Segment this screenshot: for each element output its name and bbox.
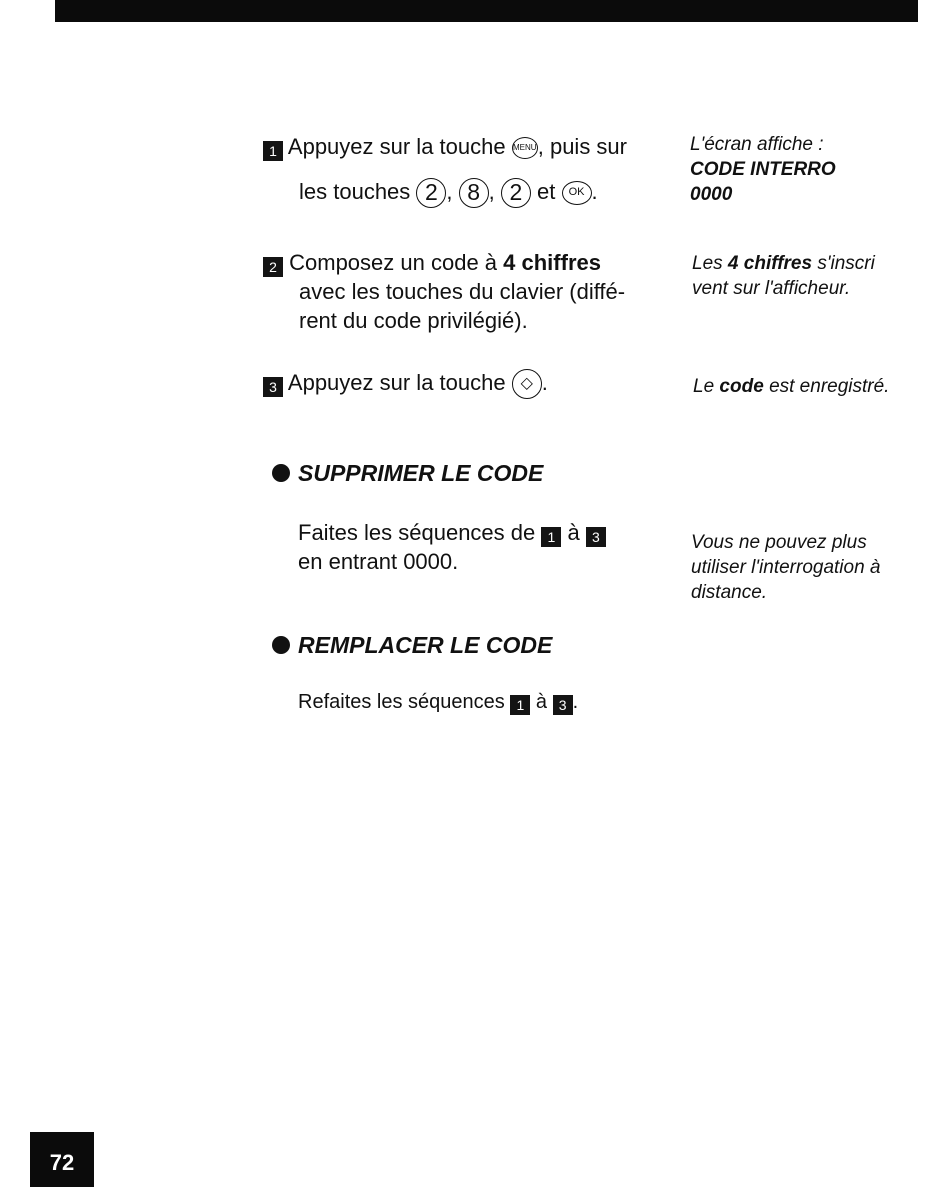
- side-text: s'inscri: [817, 253, 875, 274]
- start-key-icon: ◇: [512, 369, 542, 399]
- separator: ,: [446, 179, 453, 204]
- step-1-line2: [263, 177, 683, 208]
- side-text: Les: [692, 253, 723, 274]
- digit-key-8-icon: 8: [459, 178, 489, 208]
- ok-key-icon: OK: [562, 181, 592, 205]
- step-1: [263, 132, 683, 208]
- section-title-text: SUPPRIMER LE CODE: [298, 460, 544, 486]
- separator: ,: [488, 179, 495, 204]
- side-bold: 4 chiffres: [727, 253, 813, 274]
- side-text: Le: [693, 376, 715, 397]
- delete-text-line2: en entrant 0000.: [298, 549, 459, 574]
- display-text-line2: 0000: [690, 184, 733, 205]
- step-1-line1: [263, 132, 683, 161]
- step-number-box: 2: [263, 257, 283, 277]
- section-title-text: REMPLACER LE CODE: [298, 632, 553, 658]
- bullet-icon: [272, 636, 290, 654]
- step-ref-box: 3: [586, 527, 606, 547]
- step-2: [263, 248, 683, 335]
- a-word: à: [535, 691, 548, 713]
- menu-key-icon: MENU: [512, 137, 538, 159]
- step-1-text: Appuyez sur la touche: [287, 134, 506, 159]
- section-replace-body: [298, 688, 698, 717]
- step-ref-box: 1: [510, 695, 530, 715]
- side-text: est enregistré.: [769, 376, 890, 397]
- section-delete-body: [298, 518, 678, 576]
- step-2-text-line3: rent du code privilégié).: [299, 308, 528, 333]
- section-delete-title: [272, 460, 543, 487]
- step-2-text: Composez un code à: [289, 250, 498, 275]
- delete-text: Faites les séquences de: [298, 520, 536, 545]
- step-number-box: 1: [263, 141, 283, 161]
- step-2-bold: 4 chiffres: [503, 250, 601, 275]
- display-text-line1: CODE INTERRO: [690, 159, 836, 180]
- step-number-box: 3: [263, 377, 283, 397]
- period: .: [591, 179, 598, 204]
- step-1-text-suffix: , puis sur: [537, 134, 627, 159]
- side-text-line2: vent sur l'afficheur.: [692, 278, 851, 299]
- step-1-text-line2: les touches: [299, 179, 411, 204]
- step-3-side-note: [693, 374, 938, 399]
- bullet-icon: [272, 464, 290, 482]
- section-delete-side-note: [691, 530, 936, 605]
- a-word: à: [567, 520, 580, 545]
- step-ref-box: 3: [553, 695, 573, 715]
- digit-key-2-icon: 2: [501, 178, 531, 208]
- replace-text: Refaites les séquences: [298, 691, 505, 713]
- step-3-text: Appuyez sur la touche: [287, 370, 506, 395]
- period: .: [541, 370, 548, 395]
- step-2-text-line2: avec les touches du clavier (diffé-: [299, 279, 626, 304]
- page-number: 72: [30, 1132, 94, 1187]
- step-1-side-note: [690, 132, 930, 207]
- and-word: et: [537, 179, 556, 204]
- step-2-side-note: [692, 251, 937, 301]
- header-bar: [55, 0, 918, 22]
- side-text: utiliser l'interrogation à: [691, 557, 881, 578]
- step-ref-box: 1: [541, 527, 561, 547]
- side-text: Vous ne pouvez plus: [691, 532, 867, 553]
- digit-key-2-icon: 2: [416, 178, 446, 208]
- side-bold: code: [719, 376, 764, 397]
- step-3: [263, 368, 683, 399]
- section-replace-title: [272, 632, 552, 659]
- display-label: L'écran affiche :: [690, 134, 824, 155]
- period: .: [572, 691, 579, 713]
- side-text: distance.: [691, 582, 768, 603]
